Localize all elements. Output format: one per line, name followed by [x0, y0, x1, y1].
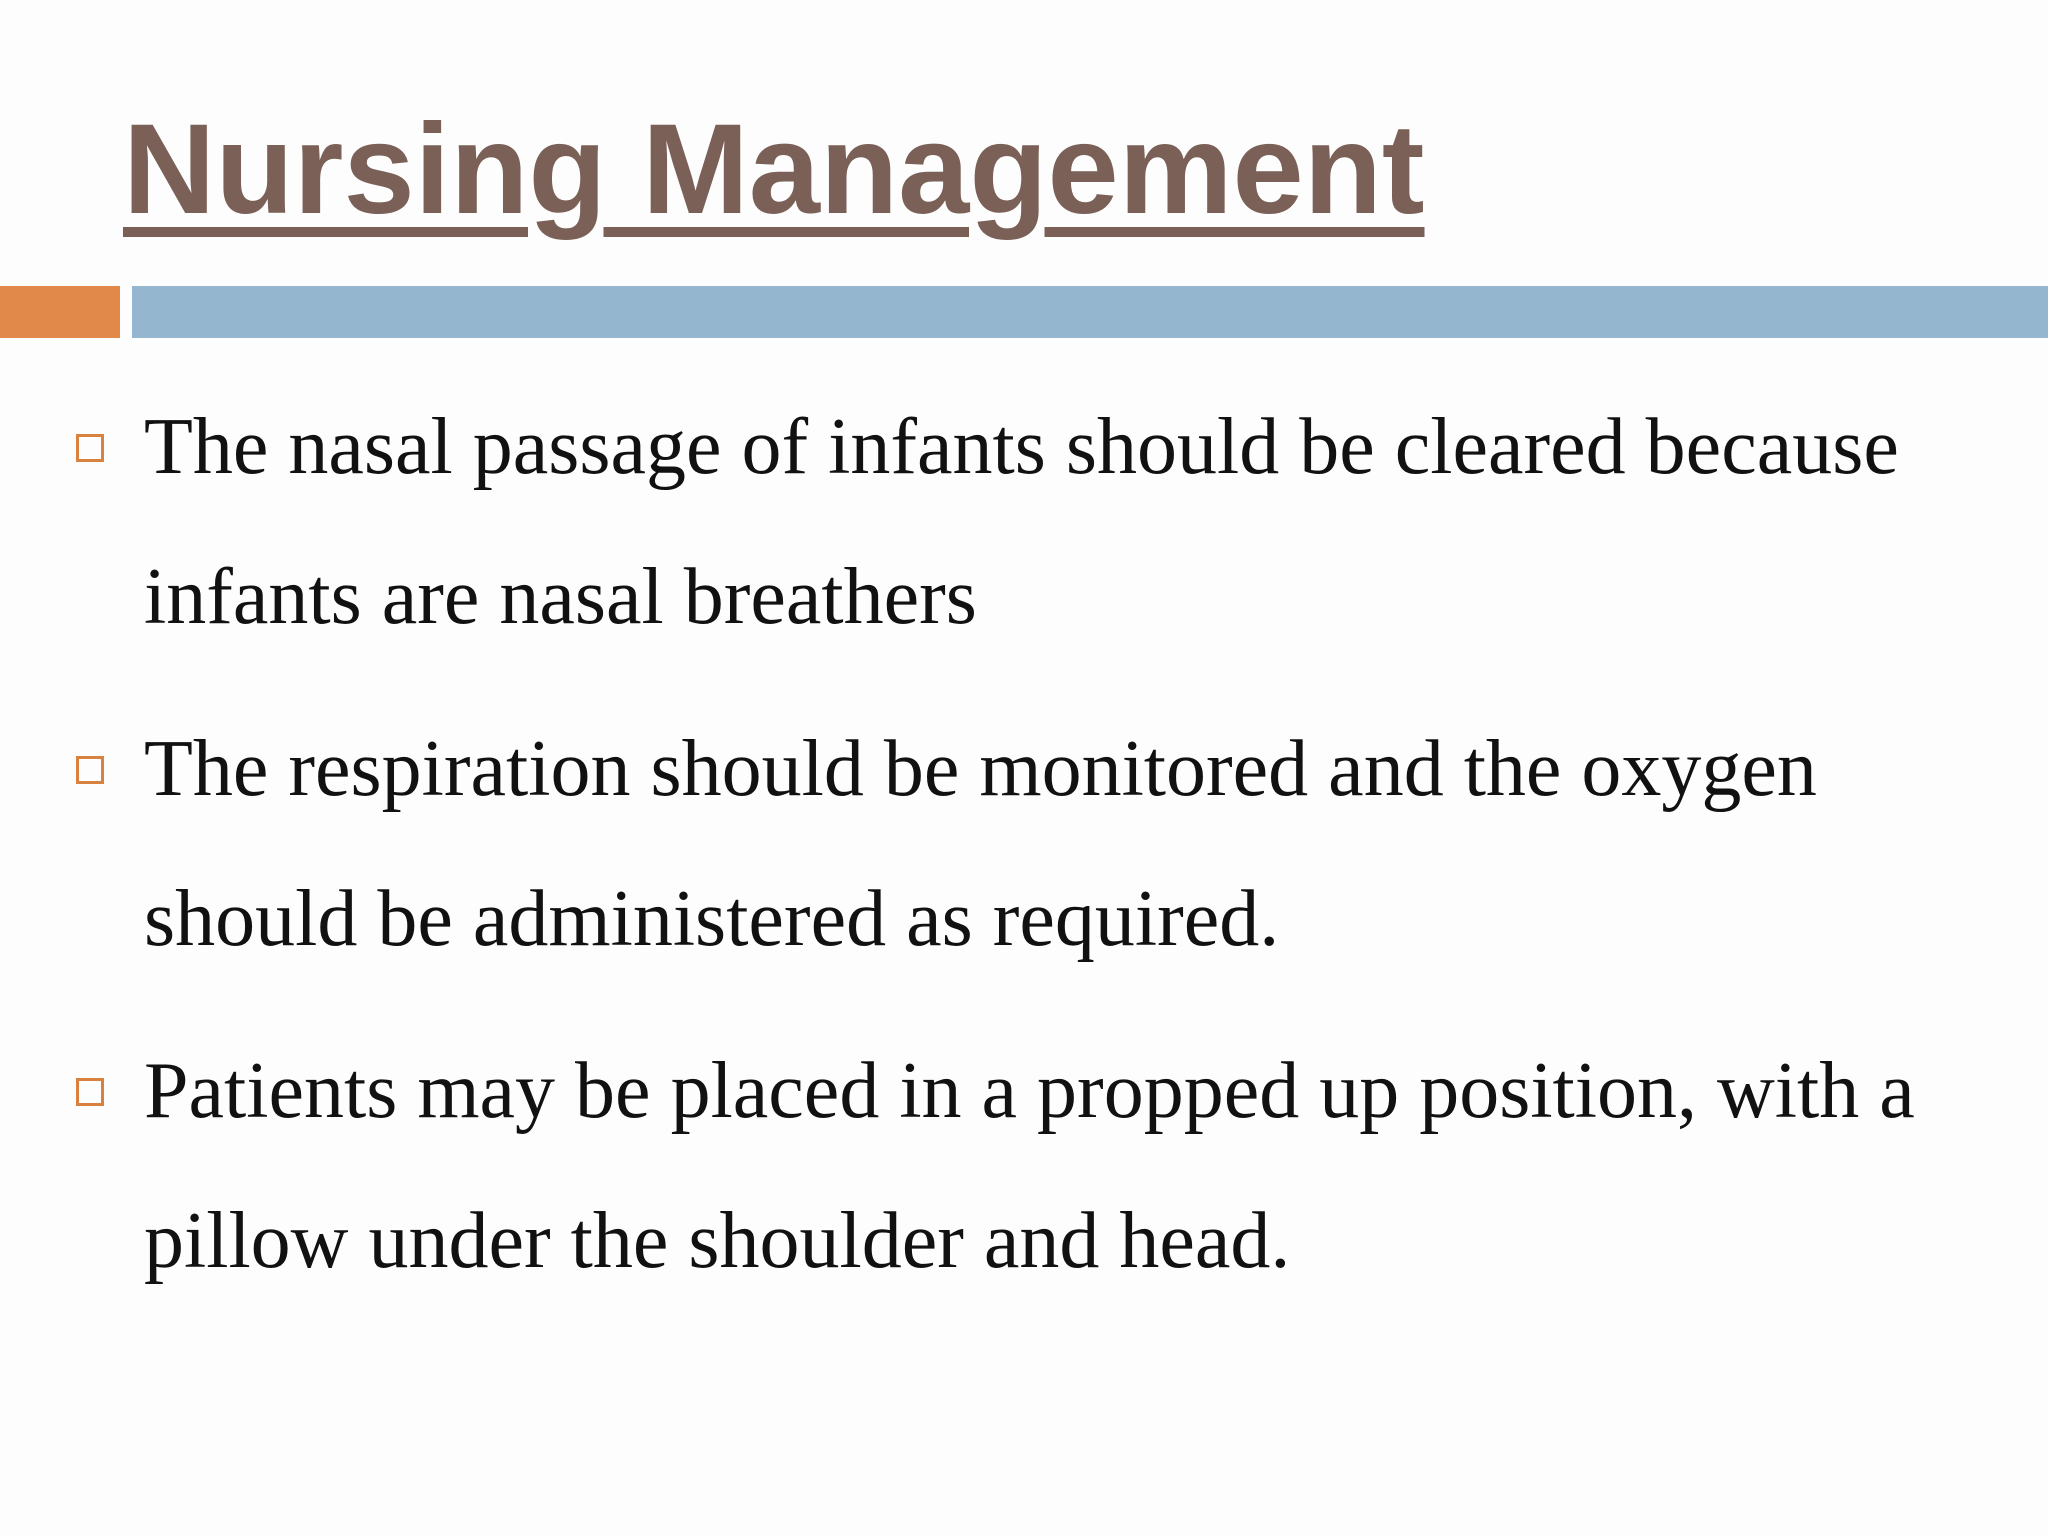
- accent-bar-orange: [0, 286, 120, 338]
- bullet-text: The nasal passage of infants should be cleared because infants are nasal breathers: [144, 403, 1899, 641]
- slide-title: Nursing Management: [123, 98, 1425, 241]
- bullet-item: [0, 694, 2048, 994]
- bullet-item: [0, 1016, 2048, 1316]
- hollow-square-bullet-icon: [76, 434, 104, 462]
- hollow-square-bullet-icon: [76, 1078, 104, 1106]
- bullet-item: [0, 372, 2048, 672]
- hollow-square-bullet-icon: [76, 756, 104, 784]
- accent-bar-blue: [132, 286, 2048, 338]
- bullet-text: Patients may be placed in a propped up position, with a pillow under the shoulder and head.: [144, 1047, 1915, 1285]
- bullet-text: The respiration should be monitored and the oxygen should be administered as required.: [144, 725, 1817, 963]
- bullet-list: [0, 372, 2048, 1338]
